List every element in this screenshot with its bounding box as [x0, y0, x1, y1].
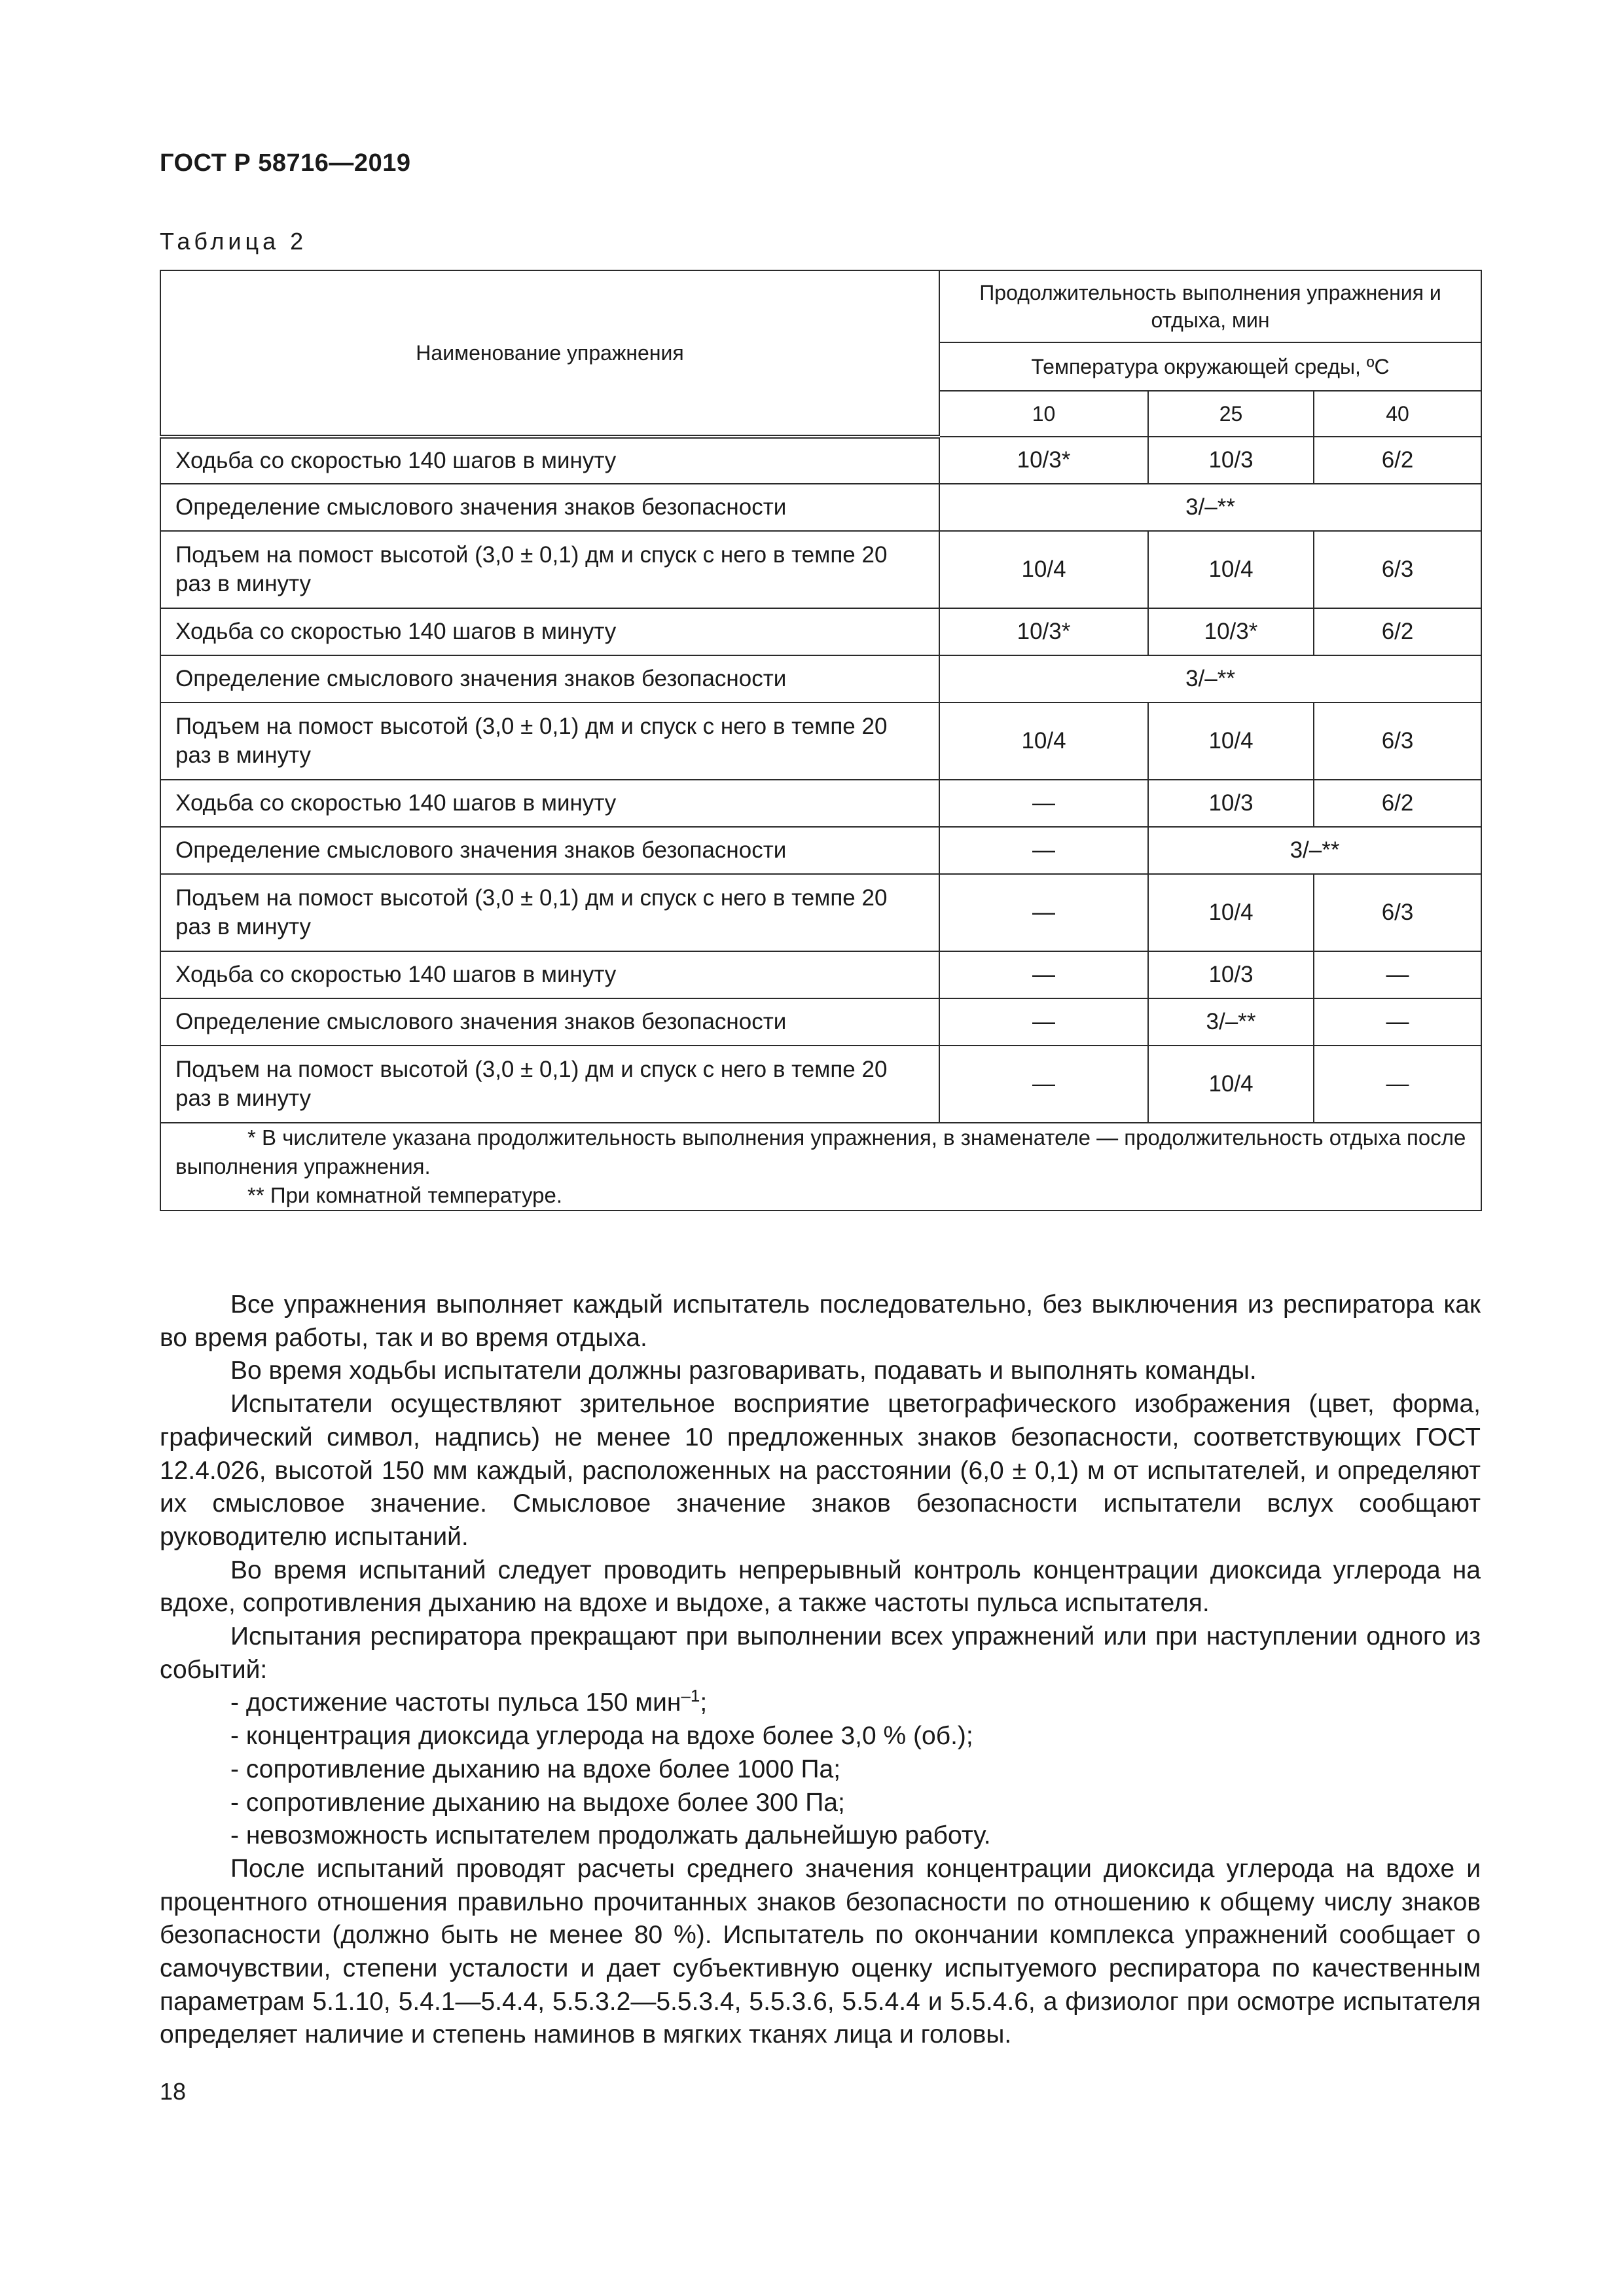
paragraph: Во время ходьбы испытатели должны разговаривать, подавать и выполнять команды.	[230, 1357, 1257, 1385]
value-cell: 3/–**	[1148, 827, 1481, 874]
value-cell: 10/4	[939, 702, 1148, 780]
value-cell: 6/2	[1314, 780, 1481, 827]
header-exercise-name: Наименование упражнения	[160, 270, 939, 437]
exercise-name: Подъем на помост высотой (3,0 ± 0,1) дм и спуск с него в темпе 20 раз в минуту	[160, 1046, 939, 1123]
table-row	[160, 608, 1481, 655]
exercise-name: Определение смыслового значения знаков безопасности	[160, 827, 939, 874]
paragraph: Испытатели осуществляют зрительное восприятие цветографического изображения (цвет, форма, графический символ, надпись) не менее 10 предложенных знаков безопасности, соответствующих ГОСТ 12.4.026, высотой 150 мм каждый, расположенных на расстоянии (6,0 ± 0,1) м от испытателей, и определяют их смысловое значение. Смысловое значение знаков безопасности испытатели вслух сообщают руководителю испытаний.	[160, 1390, 1481, 1551]
table-row	[160, 874, 1481, 951]
paragraph: Испытания респиратора прекращают при выполнении всех упражнений или при наступлении одного из событий:	[160, 1622, 1481, 1684]
exercise-table	[160, 270, 1482, 1211]
value-cell: 10/3*	[939, 437, 1148, 484]
header-temperature: Температура окружающей среды, ºС	[939, 342, 1481, 391]
value-cell: —	[1314, 998, 1481, 1046]
value-cell: 6/3	[1314, 874, 1481, 951]
value-cell: —	[1314, 1046, 1481, 1123]
table-note-2: ** При комнатной температуре.	[247, 1183, 562, 1207]
exercise-name: Определение смыслового значения знаков безопасности	[160, 655, 939, 702]
value-cell: 6/2	[1314, 437, 1481, 484]
table-row	[160, 1046, 1481, 1123]
body-text	[160, 1288, 1481, 2052]
table-row	[160, 827, 1481, 874]
paragraph: Все упражнения выполняет каждый испытатель последовательно, без выключения из респиратора как во время работы, так и во время отдыха.	[160, 1290, 1481, 1352]
table-row	[160, 951, 1481, 998]
table-note-1: * В числителе указана продолжительность выполнения упражнения, в знаменателе — продолжительность отдыха после выполнения упражнения.	[175, 1125, 1466, 1178]
value-cell: —	[939, 874, 1148, 951]
exercise-name: Ходьба со скоростью 140 шагов в минуту	[160, 437, 939, 484]
exercise-name: Определение смыслового значения знаков безопасности	[160, 484, 939, 531]
exercise-name: Ходьба со скоростью 140 шагов в минуту	[160, 608, 939, 655]
paragraph: После испытаний проводят расчеты среднего значения концентрации диоксида углерода на вдохе и процентного отношения правильно прочитанных знаков безопасности по отношению к общему числу знаков безопасности (должно быть не менее 80 %). Испытатель по окончании комплекса упражнений сообщает о самочувствии, степени усталости и дает субъективную оценку испытуемого респиратора по качественным параметрам 5.1.10, 5.4.1—5.4.4, 5.5.3.2—5.5.3.4, 5.5.3.6, 5.5.4.4 и 5.5.4.6, а физиолог при осмотре испытателя определяет наличие и степень наминов в мягких тканях лица и головы.	[160, 1854, 1481, 2049]
table-row	[160, 531, 1481, 608]
table-row	[160, 780, 1481, 827]
value-cell: —	[939, 827, 1148, 874]
list-item: - сопротивление дыханию на вдохе более 1000 Па;	[230, 1755, 841, 1783]
value-cell: 6/3	[1314, 531, 1481, 608]
document-header: ГОСТ Р 58716—2019	[160, 149, 411, 177]
table-row	[160, 437, 1481, 484]
value-cell: 10/4	[1148, 531, 1314, 608]
table-row	[160, 998, 1481, 1046]
header-temp-25: 25	[1148, 391, 1314, 437]
exercise-name: Определение смыслового значения знаков безопасности	[160, 998, 939, 1046]
value-cell: —	[939, 998, 1148, 1046]
list-item: - невозможность испытателем продолжать дальнейшую работу.	[230, 1821, 991, 1850]
table-row	[160, 484, 1481, 531]
list-item-text: - достижение частоты пульса 150 мин	[230, 1688, 681, 1717]
exercise-name: Подъем на помост высотой (3,0 ± 0,1) дм и спуск с него в темпе 20 раз в минуту	[160, 531, 939, 608]
list-item: - сопротивление дыханию на выдохе более 300 Па;	[230, 1788, 845, 1817]
value-cell: 10/3*	[1148, 608, 1314, 655]
list-item	[160, 1686, 1481, 1720]
paragraph: Во время испытаний следует проводить непрерывный контроль концентрации диоксида углерода на вдохе, сопротивления дыханию на вдохе и выдохе, а также частоты пульса испытателя.	[160, 1556, 1481, 1618]
value-cell: 10/3	[1148, 780, 1314, 827]
value-cell: —	[939, 1046, 1148, 1123]
value-cell: 10/4	[939, 531, 1148, 608]
table-notes-row	[160, 1123, 1481, 1211]
value-cell: 3/–**	[939, 484, 1481, 531]
value-cell: 3/–**	[1148, 998, 1314, 1046]
value-cell: 10/4	[1148, 874, 1314, 951]
superscript: –1	[681, 1686, 700, 1706]
value-cell: 10/4	[1148, 702, 1314, 780]
value-cell: —	[939, 951, 1148, 998]
exercise-name: Ходьба со скоростью 140 шагов в минуту	[160, 951, 939, 998]
value-cell: 3/–**	[939, 655, 1481, 702]
list-item-tail: ;	[700, 1688, 708, 1717]
value-cell: 10/3*	[939, 608, 1148, 655]
value-cell: —	[1314, 951, 1481, 998]
page-number: 18	[160, 2078, 187, 2105]
value-cell: —	[939, 780, 1148, 827]
value-cell: 10/3	[1148, 437, 1314, 484]
header-duration: Продолжительность выполнения упражнения и отдыха, мин	[939, 270, 1481, 342]
table-row	[160, 702, 1481, 780]
value-cell: 10/4	[1148, 1046, 1314, 1123]
table-row	[160, 655, 1481, 702]
exercise-name: Подъем на помост высотой (3,0 ± 0,1) дм и спуск с него в темпе 20 раз в минуту	[160, 702, 939, 780]
value-cell: 6/3	[1314, 702, 1481, 780]
value-cell: 6/2	[1314, 608, 1481, 655]
list-item: - концентрация диоксида углерода на вдохе более 3,0 % (об.);	[230, 1722, 973, 1751]
exercise-name: Ходьба со скоростью 140 шагов в минуту	[160, 780, 939, 827]
header-temp-10: 10	[939, 391, 1148, 437]
exercise-name: Подъем на помост высотой (3,0 ± 0,1) дм и спуск с него в темпе 20 раз в минуту	[160, 874, 939, 951]
table-caption: Таблица 2	[160, 228, 308, 255]
value-cell: 10/3	[1148, 951, 1314, 998]
table-notes	[160, 1123, 1481, 1211]
header-temp-40: 40	[1314, 391, 1481, 437]
